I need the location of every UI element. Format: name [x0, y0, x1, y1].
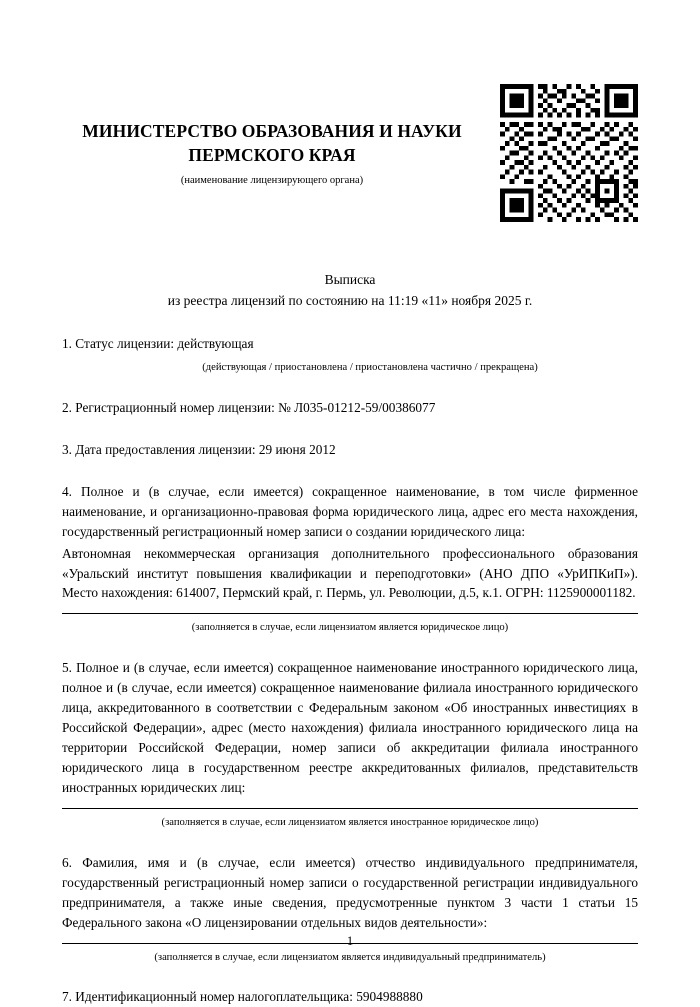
item-5-note: (заполняется в случае, если лицензиатом является иностранное юридическое лицо)	[161, 816, 539, 828]
qr-code-icon	[500, 84, 638, 222]
item-2-text: 2. Регистрационный номер лицензии: № Л035-01212-59/00386077	[62, 399, 436, 415]
item-4-divider	[62, 613, 638, 614]
item-1-note: (действующая / приостановлена / приостановлена частично / прекращена)	[202, 362, 538, 374]
item-7-text: 7. Идентификационный номер налогоплательщика: 5904988880	[62, 989, 423, 1005]
document-title-line1: Выписка	[324, 272, 376, 288]
item-7-taxpayer-number	[62, 987, 638, 1007]
document-title	[62, 270, 638, 312]
item-4-value: Автономная некоммерческая организация дополнительного профессионального образования «Уральский институт повышения квалификации и переподготовки» (АНО ДПО «УрИПКиП»). Место нахождения: 614007, Пермский край, г. Пермь, ул. Революции, д.5, к.1. ОГРН: 1125900001182.	[62, 545, 638, 601]
document-title-line2: из реестра лицензий по состоянию на 11:19 «11» ноября 2025 г.	[167, 293, 533, 309]
item-4-text: 4. Полное и (в случае, если имеется) сокращенное наименование, в том числе фирменное наименование, и организационно-правовая форма юридического лица, адрес его места нахождения, государственный регистрационный номер записи о создании юридического лица:	[62, 483, 638, 539]
ministry-title-line2: ПЕРМСКОГО КРАЯ	[188, 144, 356, 165]
item-4-legal-entity	[62, 482, 638, 637]
item-5-foreign-legal-entity	[62, 658, 638, 830]
item-6-note: (заполняется в случае, если лицензиатом является индивидуальный предприниматель)	[154, 951, 546, 963]
item-1-status	[62, 334, 638, 376]
document-header	[62, 0, 482, 186]
item-2-registration-number	[62, 398, 638, 418]
item-5-text: 5. Полное и (в случае, если имеется) сокращенное наименование иностранного юридического лица, полное и (в случае, если имеется) сокращенное наименование филиала иностранного юридического лица, аккредитованного в соответствии с Федеральным законом «Об иностранных инвестициях в Российской Федерации», адрес (место нахождения) филиала иностранного юридического лица на территории Российской Федерации, номер записи об аккредитации филиала иностранного юридического лица в государственном реестре аккредитованных филиалов, представительств иностранных юридических лиц:	[62, 660, 638, 795]
item-4-note: (заполняется в случае, если лицензиатом является юридическое лицо)	[191, 622, 509, 634]
item-3-issue-date	[62, 440, 638, 460]
item-5-divider	[62, 808, 638, 809]
item-1-text: 1. Статус лицензии: действующая	[62, 336, 254, 352]
item-6-text: 6. Фамилия, имя и (в случае, если имеется) отчество индивидуального предпринимателя, государственный регистрационный номер записи о государственной регистрации индивидуального предпринимателя, а также иные сведения, предусмотренные пунктом 3 части 1 статьи 15 Федерального закона «О лицензировании отдельных видов деятельности»:	[62, 854, 638, 930]
page-number: 1	[346, 934, 354, 948]
item-3-text: 3. Дата предоставления лицензии: 29 июня 2012	[62, 441, 336, 457]
authority-caption: (наименование лицензирующего органа)	[180, 175, 364, 187]
ministry-title-line1: МИНИСТЕРСТВО ОБРАЗОВАНИЯ И НАУКИ	[82, 121, 462, 141]
